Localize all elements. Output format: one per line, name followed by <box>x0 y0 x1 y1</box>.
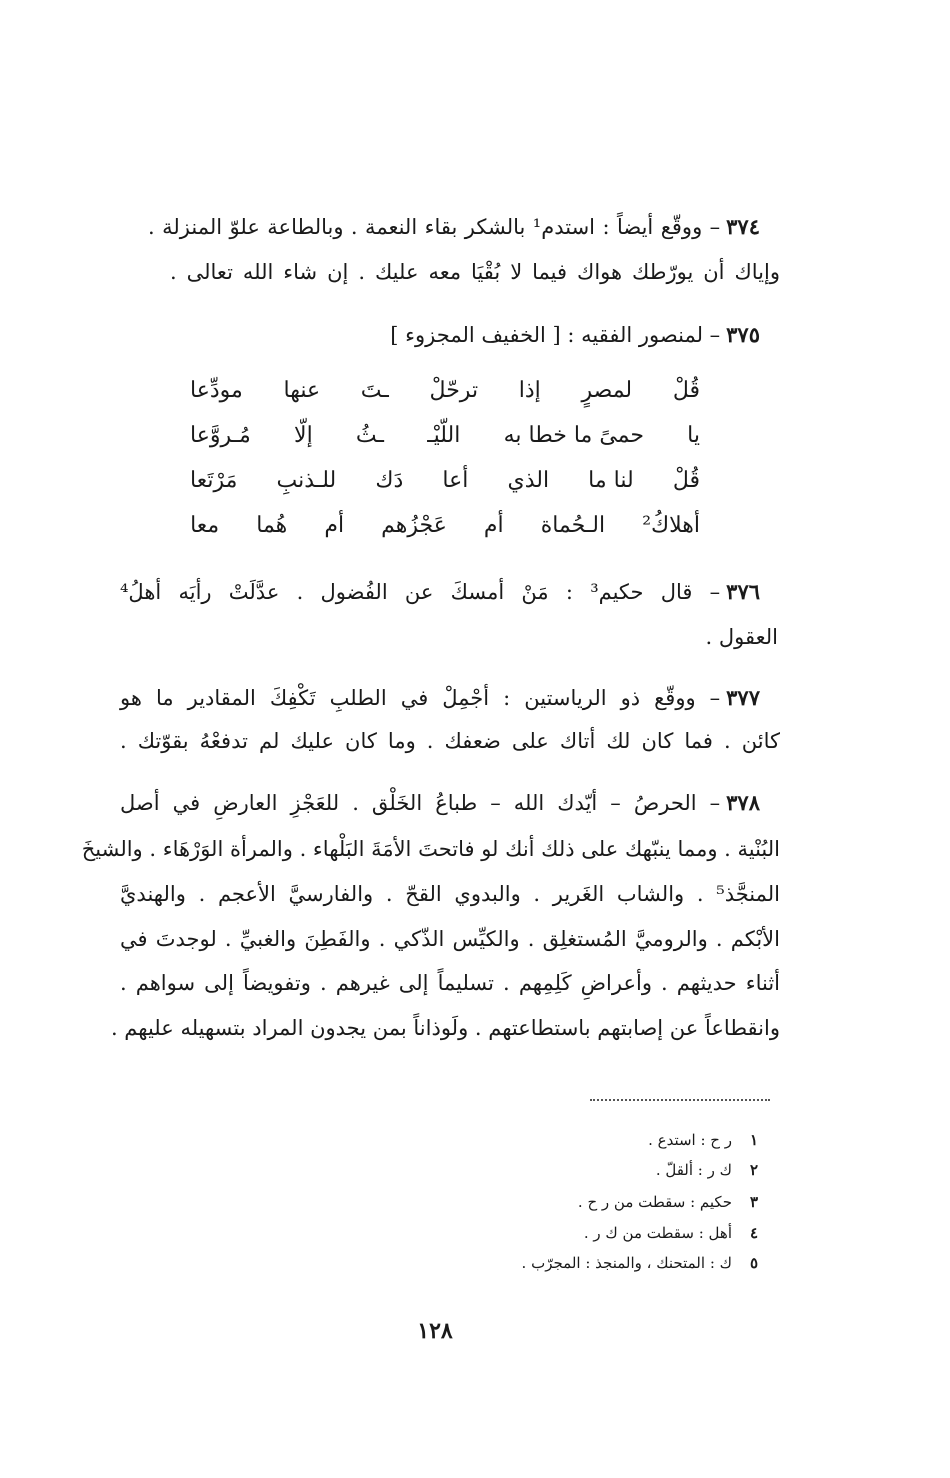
entry-378-line-4: الأبْكم . والروميَّ المُستغلِق . والكيِّس الذّكي . والفَطِنَ والغبيِّ . لوجدتَ في <box>120 927 780 951</box>
verse-line-1: قُلْ لمصرٍ إذا ترحّلْ ـتَ عنها مودِّعا <box>190 378 700 403</box>
entry-377-line-2: كائن . فما كان لك أتاك على ضعفك . وما كان عليك لم تدفعْهُ بقوّتك . <box>120 729 780 753</box>
verse-line-3: قُلْ لنا ما الذي أعا دَك للـذنبِ مَرْتَعا <box>190 468 700 493</box>
footnote-2: ٢ك ر : ألقلّ . <box>655 1161 758 1179</box>
entry-378-line-1: ٣٧٨– الحرصُ – أيّدك الله – طباعُ الخَلْق . للعَجْزِ العارضِ في أصل <box>120 790 760 815</box>
footnote-4: ٤أهل : سقطت من ك ر . <box>583 1224 758 1242</box>
verse-line-4: أهلاكُ² الـحُماة أم عَجْزُهم أم هُما معا <box>190 513 700 538</box>
footnote-3: ٣حكيم : سقطت من ر ح . <box>577 1193 758 1211</box>
entry-number: ٣٧٤ <box>726 214 760 239</box>
entry-374-line-2: وإياك أن يورّطك هواك فيما لا بُقْيَا معه عليك . إن شاء الله تعالى . <box>170 260 780 284</box>
entry-378-line-5: أثناء حديثهم . وأعراضِ كَلِمِهم . تسليماً إلى غيرهم . وتفويضاً إلى سواهم . <box>120 971 780 995</box>
footnote-5: ٥ك : المتحنك ، والمنجذ : المجرّب . <box>521 1254 758 1272</box>
entry-377-line-1: ٣٧٧– ووقّع ذو الرياستين : أجْمِلْ في الطلبِ تَكْفِكَ المقادير ما هو <box>120 685 760 710</box>
entry-378-line-2: البُنْية . ومما ينبّهك على ذلك أنك لو فاتحتَ الأمَةَ البَلْهاء . والمرأة الوَرْهَاء . والشيخَ <box>81 837 780 861</box>
entry-number: ٣٧٨ <box>726 790 760 815</box>
entry-376-line-2: العقول . <box>705 625 778 649</box>
entry-378-line-3: المنجَّذ⁵ . والشاب الغَرير . والبدوي القحّ . والفارسيَّ الأعجم . والهنديَّ <box>120 882 780 906</box>
entry-number: ٣٧٥ <box>726 322 760 347</box>
entry-375-line-1: ٣٧٥– لمنصور الفقيه : [ الخفيف المجزوء ] <box>390 322 760 347</box>
page-number: ١٢٨ <box>417 1318 453 1344</box>
entry-378-line-6: وانقطاعاً عن إصابتهم باستطاعتهم . ولَوذاناً بمن يجدون المراد بتسهيله عليهم . <box>110 1016 780 1040</box>
entry-376-line-1: ٣٧٦– قال حكيم³ : مَنْ أمسكَ عن الفُضول . عدَّلَتْ رأيَه أهلُ⁴ <box>120 579 761 604</box>
footnote-1: ١ر ح : استدع . <box>648 1131 758 1149</box>
verse-line-2: يا حمىً ما خطا به اللّيْـ ـثُ إلّا مُـروَّعا <box>190 423 700 448</box>
footnote-separator <box>590 1099 770 1101</box>
entry-374-line-1: ٣٧٤– ووقّع أيضاً : استدم¹ بالشكر بقاء النعمة . وبالطاعة علوّ المنزلة . <box>148 214 760 239</box>
entry-number: ٣٧٧ <box>726 685 760 710</box>
entry-number: ٣٧٦ <box>726 579 761 604</box>
